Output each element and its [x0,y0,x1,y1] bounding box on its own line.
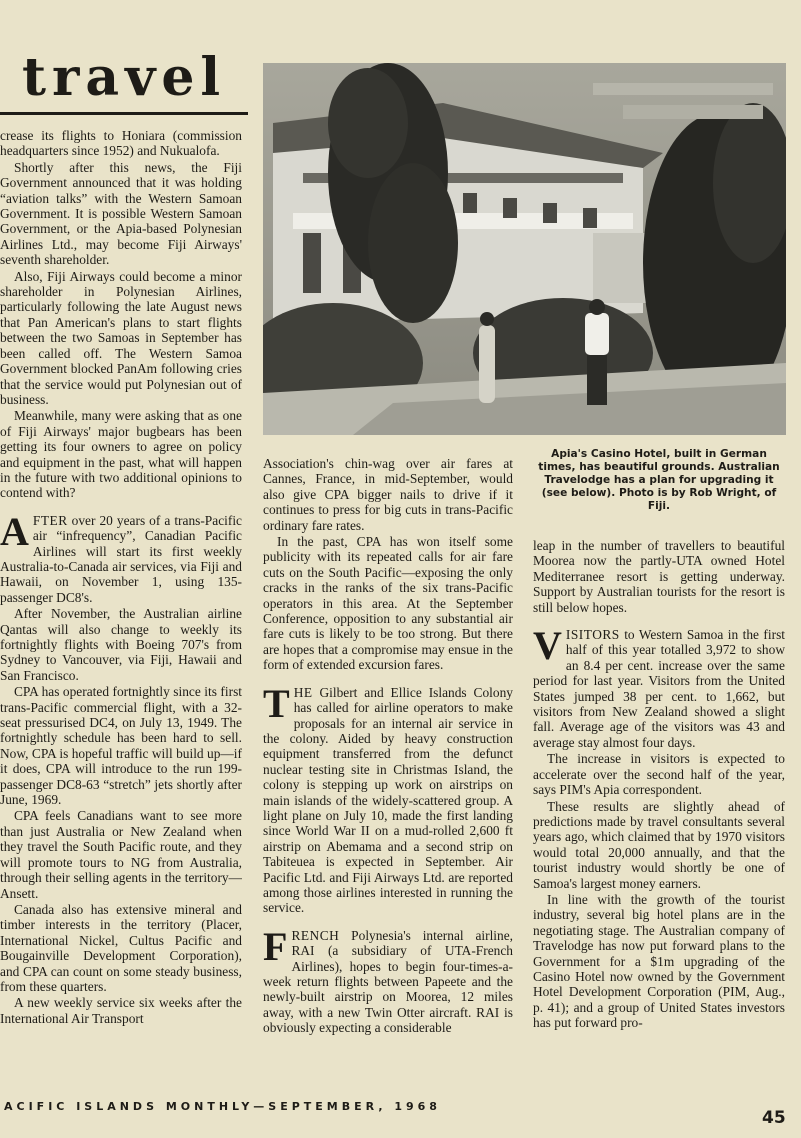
article-column-2 [263,456,513,1096]
photo-caption: Apia's Casino Hotel, built in German times, has beautiful grounds. Australian Travelodge has a plan for upgrading it (see below). Photo is by Rob Wright, of Fiji. [538,448,780,512]
paragraph-section-start [263,923,513,1036]
paragraph: leap in the number of travellers to beautiful Moorea now the partly-UTA owned Hotel Mediterranee resort is getting underway. Support by Australian tourists for the resort is still below hopes. [533,538,785,615]
paragraph: A new weekly service six weeks after the International Air Transport [0,995,242,1026]
paragraph: Canada also has extensive mineral and timber interests in the territory (Placer, International Nickel, Cultus Pacific and Bougainville Development Corporation), and CPA can count on some steady business, from these quarters. [0,901,242,994]
paragraph: In the past, CPA has won itself some publicity with its repeated calls for air fare cuts on the South Pacific—exposing the only cracks in the ranks of the six trans-Pacific operators in this area. At the September Conference, opposition to any substantial air fare cuts is likely to be too strong. But there are hopes that a compromise may ensue in the form of extended excursion fares. [263,534,513,673]
paragraph: crease its flights to Honiara (commission headquarters since 1952) and Nukualofa. [0,128,242,159]
hotel-photo [263,63,786,435]
paragraph: In line with the growth of the tourist industry, several big hotel plans are in the negotiating stage. The Australian company of Travelodge has now put forward plans to the Government for a $1m upgrading of the Casino Hotel now owned by the Government Hotel Development Corporation (PIM, Aug., p. 41); and a group of United States investors has put forward pro- [533,891,785,1031]
paragraph: The increase in visitors is expected to accelerate over the second half of the year, says PIM's Apia correspondent. [533,751,785,798]
lead-in: HE [293,684,313,700]
paragraph-text: Gilbert and Ellice Islands Colony has called for airline operators to make proposals for an internal air service in the colony. Aided by heavy construction equipment transferred from the defunct nuclear testing site in Christmas Island, the colony is stepping up work on airstrips on main islands of the widely-scattered group. A light plane on July 10, made the first landing since World War II on a mud-rolled 2,600 ft airstrip on Abemama and a second strip on Tabiteuea is expected in September. Air Pacific Ltd. and Fiji Airways Ltd. are reported among those airlines interested in running the service. [263,684,513,916]
paragraph-text: over 20 years of a trans-Pacific air “infrequency”, Canadian Pacific Airlines will start its first weekly Australia-to-Canada air services, via Fiji and Hawaii, on November 1, using 135-passenger DC8's. [0,512,242,605]
lead-in: RENCH [291,927,340,943]
paragraph: Also, Fiji Airways could become a minor shareholder in Polynesian Airlines, particularly following the late August news that Pan American's plans to start flights between the two Samoas in September has been called off. The Western Samoa Government blocked PanAm following cries that the service would put Polynesian out of business. [0,268,242,407]
drop-cap: T [263,680,290,726]
article-column-3 [533,538,785,1096]
paragraph: After November, the Australian airline Qantas will also change to weekly its fortnightly flights with Boeing 707's from Sydney to Vancouver, via Fiji, Hawaii and San Francisco. [0,606,242,683]
paragraph-text: to Western Samoa in the first half of this year totalled 3,972 to show an 8.4 per cent. increase over the same period for last year. Visitors from the United States jumped 38 per cent. to 1,662, but visitors from New Zealand showed a slight fall. Average age of the visitors was 43 and average stay almost four days. [533,627,785,750]
drop-cap: F [263,923,288,969]
hotel-photo-icon [263,63,786,435]
paragraph-section-start [0,508,242,605]
paragraph-text: Polynesia's internal airline, RAI (a subsidiary of UTA-French Airlines), hopes to begin four-times-a-week return flights between Papeete and the newly-built airstrip on Moorea, 12 miles away, with a new Twin Otter aircraft. RAI is obviously expecting a considerable [263,927,513,1036]
paragraph: These results are slightly ahead of predictions made by travel consultants several years ago, which claimed that by 1970 visitors would total 20,000 annually, and that the tourist industry would shortly be one of Samoa's largest money earners. [533,798,785,891]
drop-cap: A [0,508,29,554]
paragraph-section-start [533,623,785,750]
section-title: travel [22,47,227,108]
article-column-1 [0,128,242,1095]
paragraph-section-start [263,680,513,916]
lead-in: ISITORS [565,627,620,643]
paragraph: Shortly after this news, the Fiji Government announced that it was holding “aviation talks” with the Western Samoan Government. It is possible Western Samoan Government, or the Apia-based Polynesian Airlines Ltd., may become Fiji Airways' seventh shareholder. [0,159,242,268]
running-footer: ACIFIC ISLANDS MONTHLY—SEPTEMBER, 1968 [4,1100,441,1113]
paragraph: CPA feels Canadians want to see more than just Australia or New Zealand when they travel the South Pacific route, and they will promote tours to NG from Australia, through their selling agents in the territory—Ansett. [0,808,242,901]
drop-cap: V [533,623,562,669]
paragraph: Association's chin-wag over air fares at Cannes, France, in mid-September, would also give CPA bigger nails to drive if it continues to press for big cuts in trans-Pacific ordinary fare rates. [263,456,513,533]
paragraph: CPA has operated fortnightly since its first trans-Pacific commercial flight, with a 32-seat pressurised DC4, on July 13, 1949. The fortnightly schedule has been hard to sell. Now, CPA is hopeful traffic will build up—if it does, CPA will introduce to the run 199-passenger DC8-63 “stretch” jets shortly after June, 1969. [0,684,242,808]
page-number: 45 [762,1108,786,1128]
paragraph: Meanwhile, many were asking that as one of Fiji Airways' major bugbears has been getting its four owners to agree on policy and equipment in the past, what will happen in the future with two additional opinions to contend with? [0,408,242,501]
title-rule [0,112,248,115]
lead-in: FTER [32,512,68,528]
